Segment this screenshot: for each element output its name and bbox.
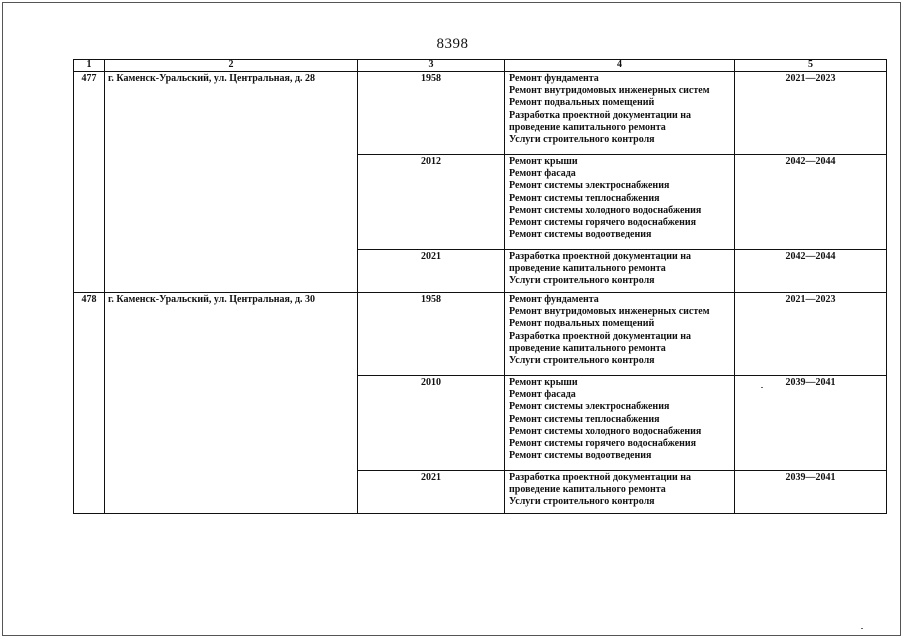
work-item: Ремонт фундамента [509,73,599,84]
works-list [505,293,735,376]
work-item: Ремонт системы горячего водоснабжения [509,438,697,450]
work-item: Ремонт системы водоотведения [509,229,652,241]
scan-speck [761,387,763,388]
table-row [74,72,887,155]
group-period: 2021—2023 [735,293,887,376]
column-header: 1 [74,60,105,72]
work-item: Ремонт фасада [509,389,576,401]
work-item: Разработка проектной документации на [509,330,692,342]
group-year: 2021 [358,471,505,514]
work-item: Ремонт системы теплоснабжения [509,413,660,425]
group-period: 2021—2023 [735,72,887,155]
works-list [505,155,735,250]
work-item: Ремонт системы электроснабжения [509,401,670,413]
group-period: 2042—2044 [735,155,887,250]
work-item: Ремонт системы электроснабжения [509,180,670,192]
work-item: Услуги строительного контроля [509,134,655,146]
work-item: Ремонт фасада [509,168,576,180]
work-item: Разработка проектной документации на [509,472,692,483]
column-header: 4 [505,60,735,72]
group-year: 2012 [358,155,505,250]
work-item: проведение капитального ремонта [509,342,666,354]
work-item: Услуги строительного контроля [509,355,655,367]
work-item: Разработка проектной документации на [509,109,692,121]
group-year: 2010 [358,376,505,471]
work-item: Ремонт фундамента [509,294,599,305]
work-item: Ремонт подвальных помещений [509,318,655,330]
group-period: 2039—2041 [735,376,887,471]
work-item: Ремонт системы водоотведения [509,450,652,462]
work-item: проведение капитального ремонта [509,484,666,496]
work-item: Ремонт системы холодного водоснабжения [509,204,702,216]
work-item: Ремонт внутридомовых инженерных систем [509,85,710,97]
page-number: 8398 [436,36,469,52]
table-row [74,293,887,376]
entry-address: г. Каменск-Уральский, ул. Центральная, д. 28 [105,72,358,293]
work-item: Услуги строительного контроля [509,496,655,508]
group-year: 1958 [358,293,505,376]
work-item: Ремонт крыши [509,377,578,388]
work-item: Ремонт системы холодного водоснабжения [509,425,702,437]
column-header: 3 [358,60,505,72]
works-list [505,471,735,514]
works-list [505,72,735,155]
work-item: Ремонт внутридомовых инженерных систем [509,306,710,318]
works-list [505,376,735,471]
column-header: 5 [735,60,887,72]
works-list [505,250,735,293]
work-item: Ремонт крыши [509,156,578,167]
column-header: 2 [105,60,358,72]
entry-number: 478 [74,293,105,514]
work-item: Разработка проектной документации на [509,251,692,262]
repair-schedule-table [73,59,887,514]
group-year: 2021 [358,250,505,293]
work-item: проведение капитального ремонта [509,121,666,133]
scan-speck [861,628,863,629]
work-item: Услуги строительного контроля [509,275,655,287]
entry-address: г. Каменск-Уральский, ул. Центральная, д. 30 [105,293,358,514]
work-item: Ремонт подвальных помещений [509,97,655,109]
work-item: проведение капитального ремонта [509,263,666,275]
group-period: 2039—2041 [735,471,887,514]
group-year: 1958 [358,72,505,155]
group-period: 2042—2044 [735,250,887,293]
header-row [74,60,887,72]
work-item: Ремонт системы теплоснабжения [509,192,660,204]
entry-number: 477 [74,72,105,293]
work-item: Ремонт системы горячего водоснабжения [509,217,697,229]
